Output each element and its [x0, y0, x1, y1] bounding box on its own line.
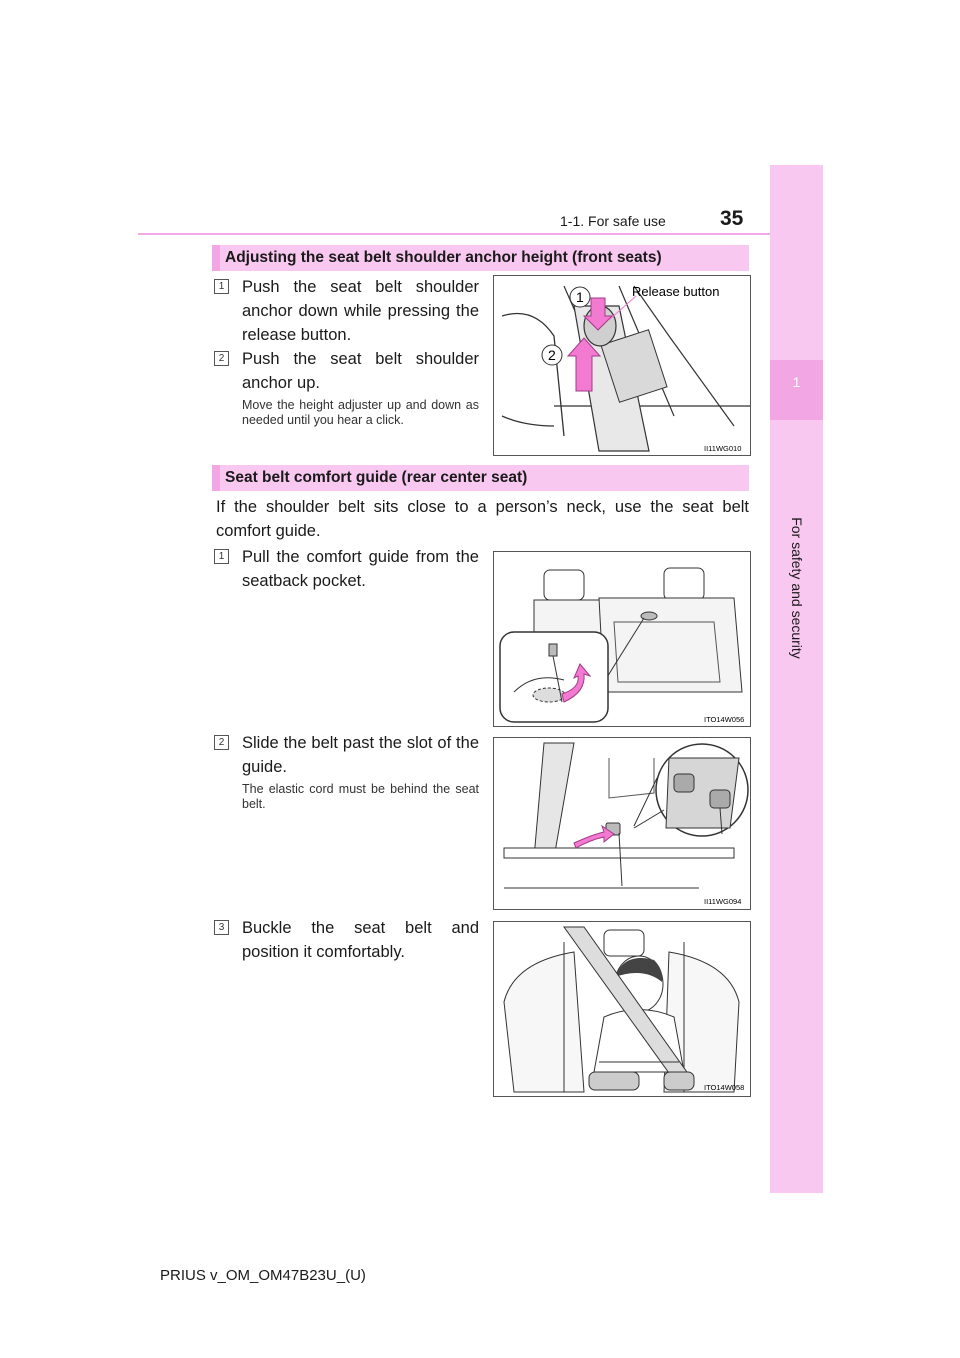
page-number: 35	[720, 207, 744, 230]
belt-slot-illustration	[494, 738, 750, 909]
child-seatbelt-illustration	[494, 922, 750, 1096]
section-heading-accent	[212, 465, 220, 491]
step-marker: 2	[214, 351, 229, 366]
comfort-guide-pocket-figure	[493, 551, 751, 727]
step-text: Pull the comfort guide from the seatback pocket.	[242, 548, 479, 590]
belt-slot-figure	[493, 737, 751, 910]
header-rule	[138, 233, 822, 235]
step-text: Slide the belt past the slot of the guide.	[242, 734, 479, 776]
section-heading: Seat belt comfort guide (rear center seat)	[225, 469, 528, 486]
figure-code: II11WG094	[704, 897, 742, 906]
shoulder-anchor-illustration	[494, 276, 750, 455]
step-marker: 3	[214, 920, 229, 935]
chapter-title: For safety and security	[789, 517, 805, 659]
figure-label-1: 1	[576, 289, 584, 305]
step-marker: 1	[214, 279, 229, 294]
figure-code: ITO14W056	[704, 715, 745, 724]
section-intro: If the shoulder belt sits close to a person’s neck, use the seat belt comfort guide.	[216, 498, 749, 540]
section-title: 1-1. For safe use	[560, 213, 666, 229]
step-marker: 2	[214, 735, 229, 750]
chapter-number-box	[770, 360, 823, 420]
figure-code: ITO14W058	[704, 1083, 745, 1092]
release-button-callout: Release button	[632, 284, 720, 299]
figure-label-2: 2	[548, 347, 556, 363]
shoulder-anchor-figure	[493, 275, 751, 456]
child-belted-figure	[493, 921, 751, 1097]
step-note: The elastic cord must be behind the seat belt.	[242, 782, 479, 811]
figure-code: II11WG010	[704, 444, 742, 453]
chapter-number: 1	[792, 374, 801, 390]
step-text: Buckle the seat belt and position it comfortably.	[242, 919, 479, 961]
step-text: Push the seat belt shoulder anchor up.	[242, 350, 479, 392]
chapter-side-tab	[770, 165, 823, 1193]
document-footer-code: PRIUS v_OM_OM47B23U_(U)	[160, 1267, 366, 1284]
section-heading: Adjusting the seat belt shoulder anchor height (front seats)	[225, 249, 662, 266]
section-heading-accent	[212, 245, 220, 271]
step-marker: 1	[214, 549, 229, 564]
step-text: Push the seat belt shoulder anchor down while pressing the release button.	[242, 278, 479, 344]
seatback-pocket-illustration	[494, 552, 750, 726]
step-note: Move the height adjuster up and down as needed until you hear a click.	[242, 398, 479, 427]
